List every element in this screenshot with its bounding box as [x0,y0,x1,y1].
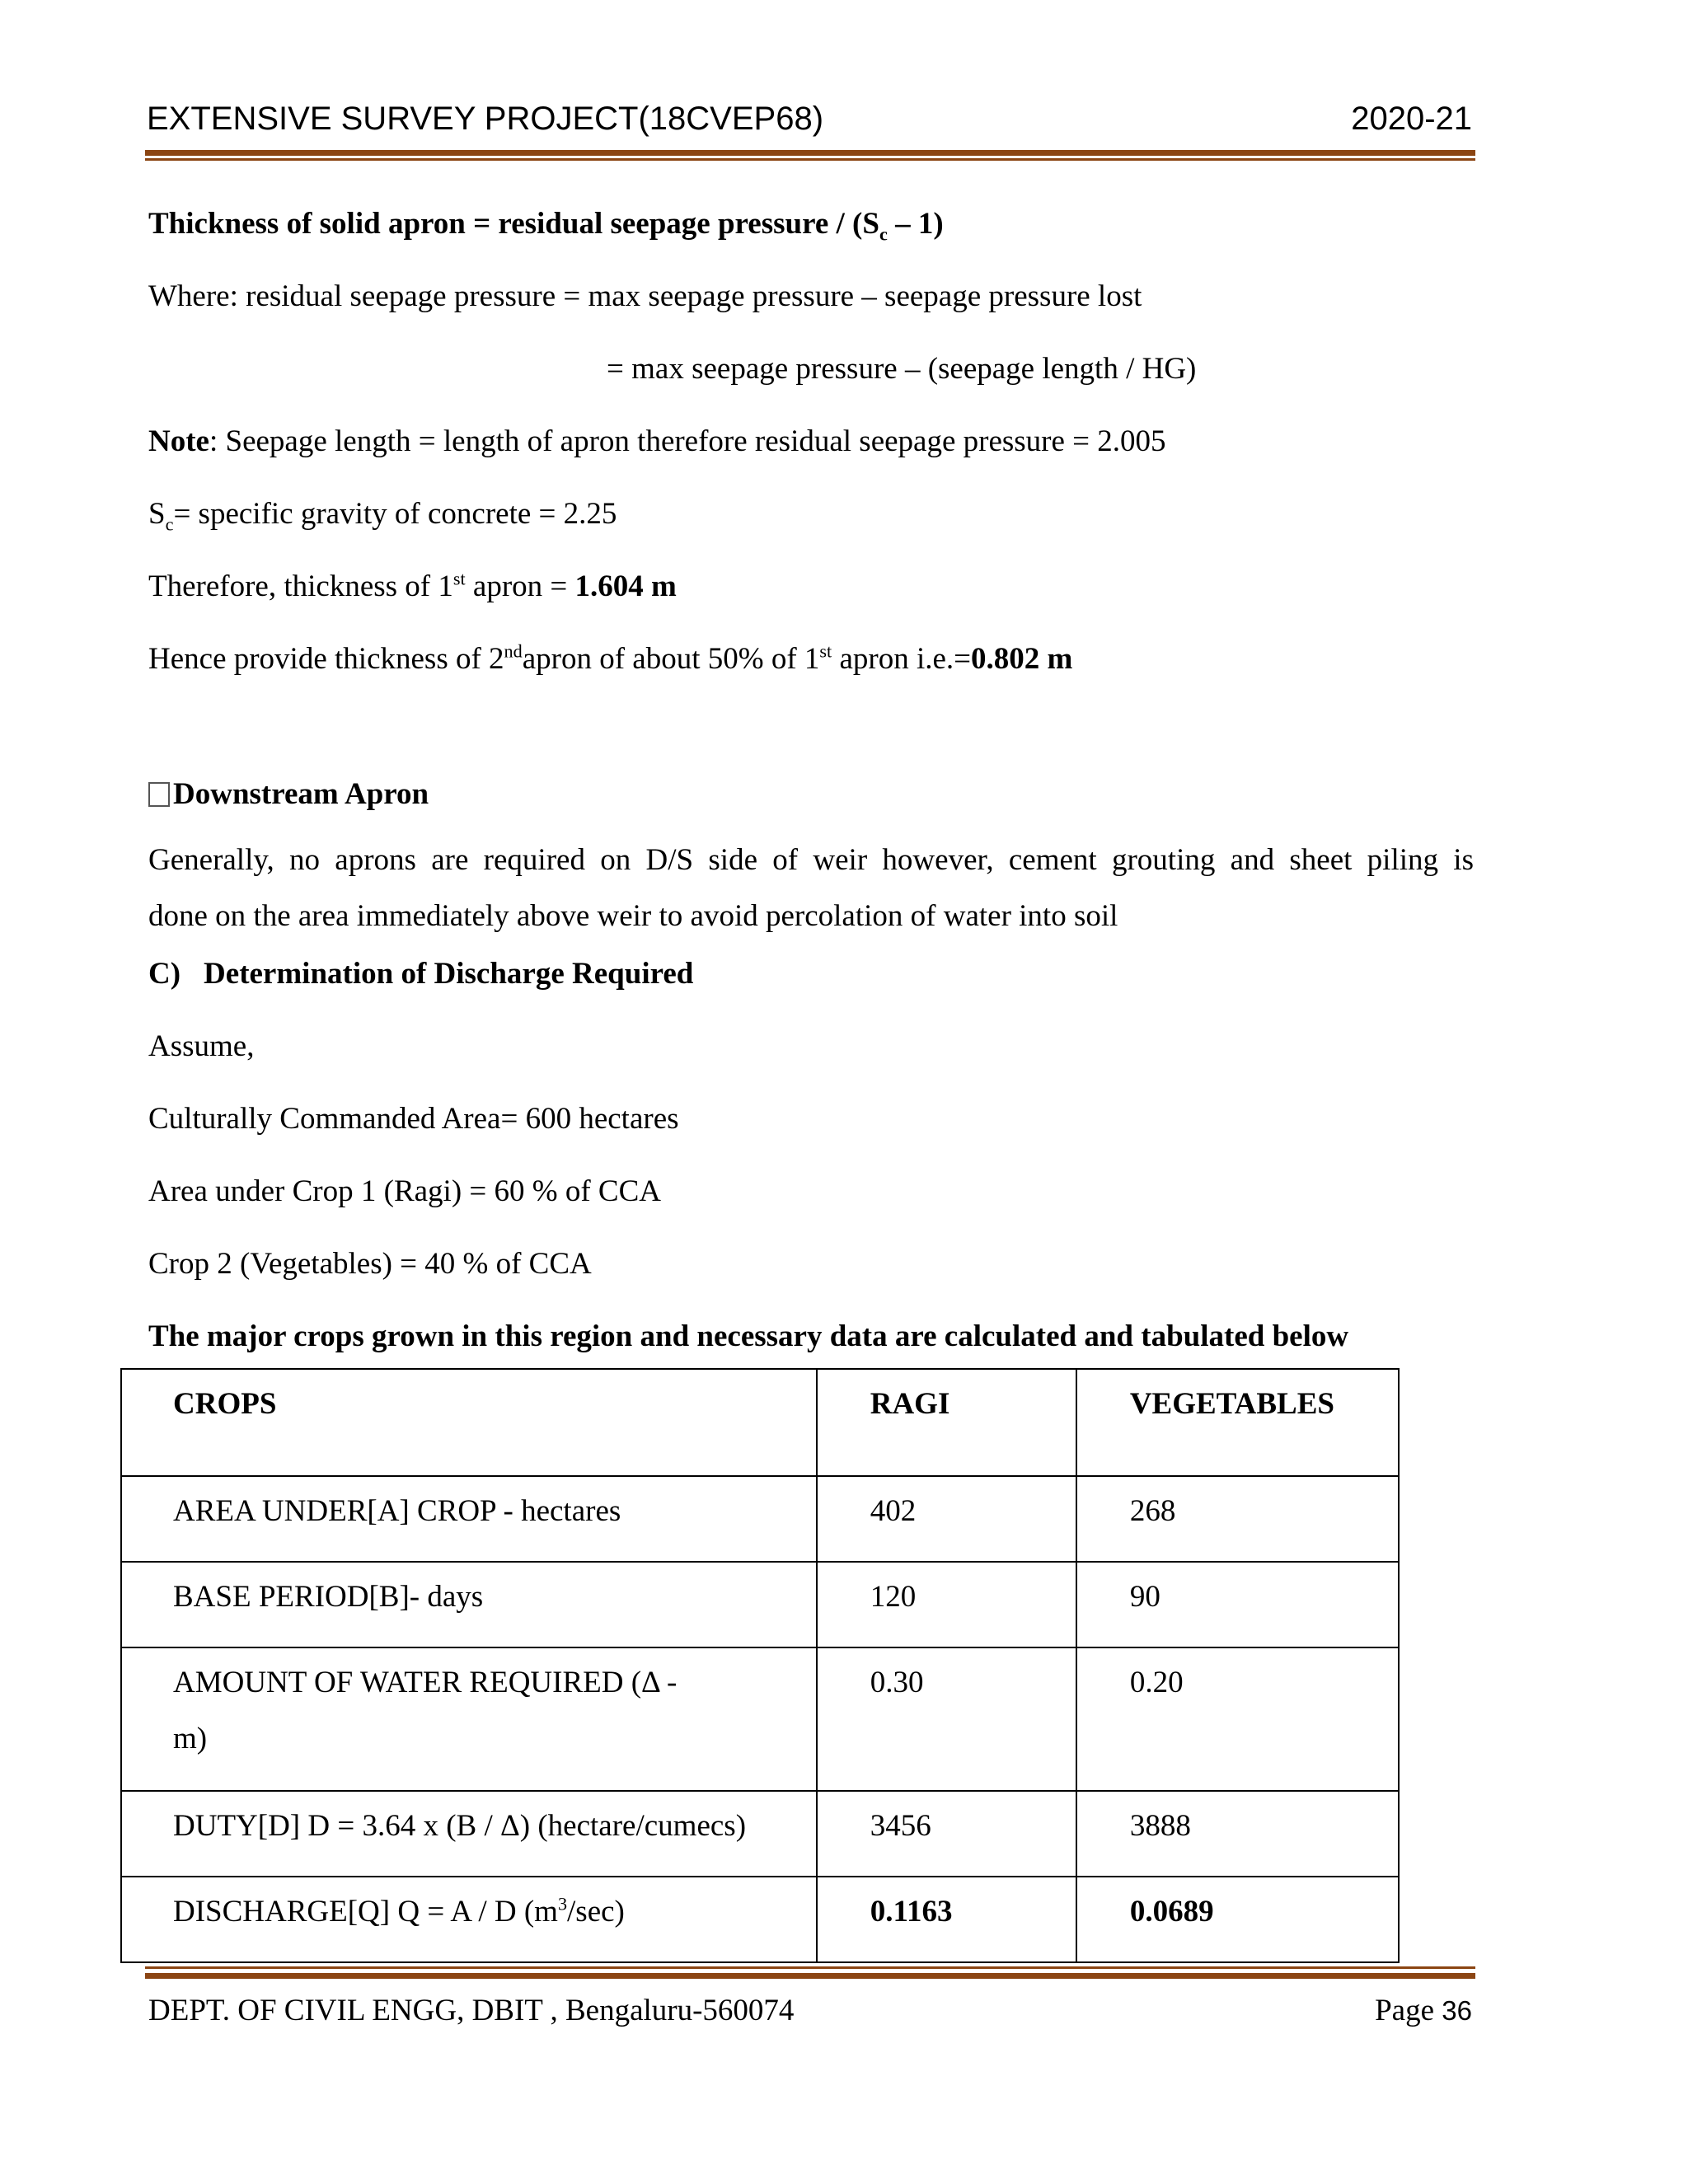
header-rule [145,150,1475,156]
header-rule-thin [145,158,1475,161]
footer-department: DEPT. OF CIVIL ENGG, DBIT , Bengaluru-560074 [148,1994,795,2027]
row-vegetables: 0.20 [1076,1647,1399,1791]
row-label: BASE PERIOD[B]- days [121,1562,817,1647]
row-ragi: 3456 [817,1791,1076,1877]
table-row [121,1647,1399,1791]
downstream-apron-heading: Downstream Apron [148,776,429,813]
table-row [121,1562,1399,1647]
row-label: AMOUNT OF WATER REQUIRED (Δ - m) [121,1647,817,1791]
row-ragi: 0.1163 [817,1877,1076,1962]
crop2-line: Crop 2 (Vegetables) = 40 % of CCA [148,1247,592,1281]
row-vegetables: 90 [1076,1562,1399,1647]
residual-pressure-definition: Where: residual seepage pressure = max seepage pressure – seepage pressure lost [148,279,1142,313]
row-ragi: 120 [817,1562,1076,1647]
first-apron-thickness: Therefore, thickness of 1st apron = 1.604 m [148,568,677,603]
apron-thickness-formula: Thickness of solid apron = residual seepage pressure / $(S_c - 1)$ [148,207,944,245]
footer-rule-thin [145,1966,1475,1969]
second-apron-thickness: Hence provide thickness of 2ndapron of about 50% of 1st apron i.e.=0.802 m [148,640,1073,676]
row-label: DUTY[D] D = 3.64 x (B / Δ) (hectare/cumecs) [121,1791,817,1877]
note-line: Note: Seepage length = length of apron therefore residual seepage pressure = 2.005 [148,424,1166,458]
header-year: 2020-21 [1351,101,1472,137]
row-vegetables: 3888 [1076,1791,1399,1877]
row-vegetables: 0.0689 [1076,1877,1399,1962]
table-row [121,1791,1399,1877]
table-row [121,1476,1399,1562]
table-row [121,1877,1399,1962]
row-label: DISCHARGE[Q] Q = A / D $(m^3/\sec)$ [121,1877,817,1962]
header-title: EXTENSIVE SURVEY PROJECT(18CVEP68) [147,101,824,137]
footer-rule [145,1973,1475,1979]
residual-pressure-continuation: = max seepage pressure – (seepage length / HG) [607,352,1197,386]
header-vegetables: VEGETABLES [1076,1369,1399,1476]
table-header-row [121,1369,1399,1476]
downstream-paragraph-line1: Generally, no aprons are required on D/S side of weir however, cement grouting and sheet piling is [148,843,1474,877]
footer-page: Page 36 [1375,1994,1472,2027]
assume-line: Assume, [148,1029,255,1063]
cca-line: Culturally Commanded Area= 600 hectares [148,1102,679,1136]
header-crops: CROPS [121,1369,817,1476]
section-c-heading: C) Determination of Discharge Required [148,957,694,991]
table-intro: The major crops grown in this region and necessary data are calculated and tabulated below [148,1319,1349,1353]
row-vegetables: 268 [1076,1476,1399,1562]
row-ragi: 402 [817,1476,1076,1562]
bullet-icon [148,782,170,807]
header-ragi: RAGI [817,1369,1076,1476]
row-ragi: 0.30 [817,1647,1076,1791]
crop1-line: Area under Crop 1 (Ragi) = 60 % of CCA [148,1174,661,1208]
specific-gravity-line: $S_c=$ specific gravity of concrete = 2.25 [148,497,617,535]
crops-table [120,1368,1400,1963]
downstream-paragraph-line2: done on the area immediately above weir to avoid percolation of water into soil [148,899,1118,933]
row-label: AREA UNDER[A] CROP - hectares [121,1476,817,1562]
